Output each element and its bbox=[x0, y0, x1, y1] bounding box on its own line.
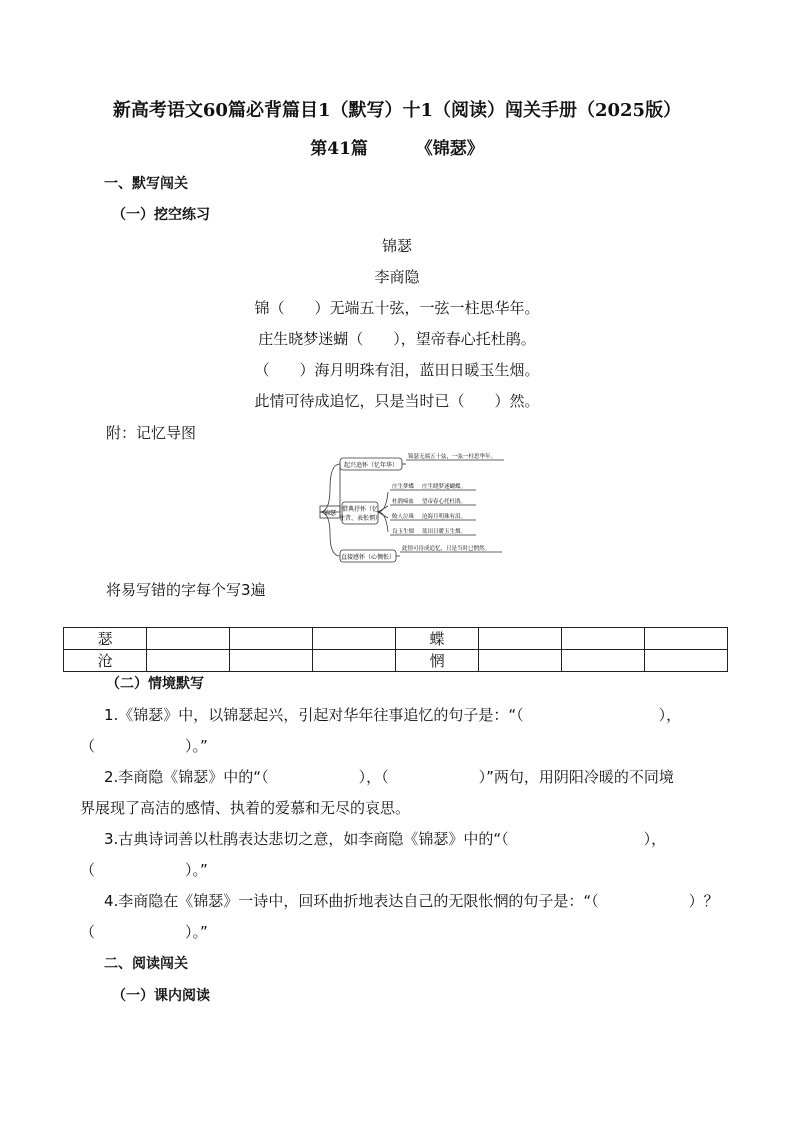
section2-sub-heading: （一）课内阅读 bbox=[112, 988, 210, 1004]
mindmap-line-2: 望帝春心托杜鹃。 bbox=[422, 499, 467, 505]
mindmap-line-1: 庄生晓梦迷蝴蝶。 bbox=[422, 484, 467, 490]
table-row bbox=[64, 628, 728, 650]
writing-cell[interactable] bbox=[147, 650, 230, 672]
memory-mindmap bbox=[318, 448, 518, 566]
mindmap-tag-3: 鲛人泣珠 bbox=[392, 514, 415, 520]
writing-cell[interactable] bbox=[644, 650, 727, 672]
appendix-label: 附：记忆导图 bbox=[106, 424, 197, 442]
document-title: 新高考语文60篇必背篇目1（默写）十1（阅读）闯关手册（2025版） bbox=[112, 100, 682, 121]
question-1-line-2: （ ）。” bbox=[80, 737, 208, 755]
mindmap-branch-3: 直接感怀（心惆怅） bbox=[340, 554, 396, 561]
table-cell: 沧 bbox=[64, 650, 147, 672]
mindmap-tag-2: 杜鹃啼血 bbox=[392, 499, 415, 505]
table-row bbox=[64, 650, 728, 672]
writing-cell[interactable] bbox=[479, 628, 562, 650]
mindmap-tag-1: 庄生梦蝶 bbox=[392, 484, 415, 490]
question-4-line-2: （ ）。” bbox=[80, 923, 208, 941]
poem-title: 锦瑟 bbox=[381, 237, 412, 255]
writing-cell[interactable] bbox=[562, 650, 645, 672]
question-2-line-2: 界展现了高洁的感情、执着的爱慕和无尽的哀思。 bbox=[80, 799, 411, 817]
mindmap-line-4: 蓝田日暖玉生烟。 bbox=[422, 529, 467, 535]
writing-cell[interactable] bbox=[644, 628, 727, 650]
mindmap-tag-4: 良玉生烟 bbox=[392, 529, 415, 535]
mindmap-branch-2-line-2: 往昔、表怅惘） bbox=[338, 515, 382, 522]
mindmap-branch-2-line-1: 借典抒怀（忆 bbox=[341, 506, 379, 513]
mindmap-line-3: 沧海月明珠有泪。 bbox=[422, 514, 467, 520]
lesson-number: 第41篇 bbox=[310, 139, 368, 159]
section1-heading: 一、默写闯关 bbox=[104, 176, 188, 192]
mindmap-leaf-1: 锦瑟无端五十弦，一弦一柱思华年。 bbox=[408, 454, 497, 460]
mindmap-branch-1: 起兴追怀（忆年华） bbox=[343, 462, 399, 469]
practice-table bbox=[63, 627, 728, 672]
poem-line-4: 此情可待成追忆，只是当时已（ ）然。 bbox=[254, 392, 540, 410]
writing-cell[interactable] bbox=[313, 650, 396, 672]
writing-cell[interactable] bbox=[230, 650, 313, 672]
mindmap-root: 锦瑟 bbox=[323, 510, 337, 517]
writing-cell[interactable] bbox=[313, 628, 396, 650]
poem-author: 李商隐 bbox=[374, 268, 420, 286]
lesson-name: 《锦瑟》 bbox=[415, 139, 484, 159]
writing-cell[interactable] bbox=[562, 628, 645, 650]
poem-line-3: （ ）海月明珠有泪，蓝田日暖玉生烟。 bbox=[254, 361, 540, 379]
poem-line-1: 锦（ ）无端五十弦，一弦一柱思华年。 bbox=[254, 299, 540, 317]
section1-sub-heading-2: （二）情境默写 bbox=[106, 676, 204, 692]
question-2-line-1: 2.李商隐《锦瑟》中的“（ ），（ ）”两句，用阴阳冷暖的不同境 bbox=[104, 768, 674, 786]
question-3-line-1: 3.古典诗词善以杜鹃表达悲切之意，如李商隐《锦瑟》中的“（ ）， bbox=[104, 830, 667, 848]
lesson-heading bbox=[0, 134, 794, 159]
writing-cell[interactable] bbox=[147, 628, 230, 650]
mindmap-leaf-3: 此情可待成追忆，只是当时已惘然。 bbox=[402, 546, 491, 552]
question-1-line-1: 1.《锦瑟》中，以锦瑟起兴，引起对华年往事追忆的句子是：“（ ）， bbox=[104, 706, 682, 724]
writing-cell[interactable] bbox=[230, 628, 313, 650]
poem-line-2: 庄生晓梦迷蝴（ ），望帝春心托杜鹃。 bbox=[258, 330, 536, 348]
question-4-line-1: 4.李商隐在《锦瑟》一诗中，回环曲折地表达自己的无限怅惘的句子是：“（ ）？ bbox=[104, 892, 719, 910]
table-cell: 蝶 bbox=[395, 628, 478, 650]
table-cell: 惘 bbox=[395, 650, 478, 672]
writing-cell[interactable] bbox=[479, 650, 562, 672]
question-3-line-2: （ ）。” bbox=[80, 861, 208, 879]
practice-instruction: 将易写错的字每个写3遍 bbox=[106, 581, 266, 599]
section2-heading: 二、阅读闯关 bbox=[104, 956, 188, 972]
table-cell: 瑟 bbox=[64, 628, 147, 650]
section1-sub-heading: （一）挖空练习 bbox=[112, 207, 210, 223]
